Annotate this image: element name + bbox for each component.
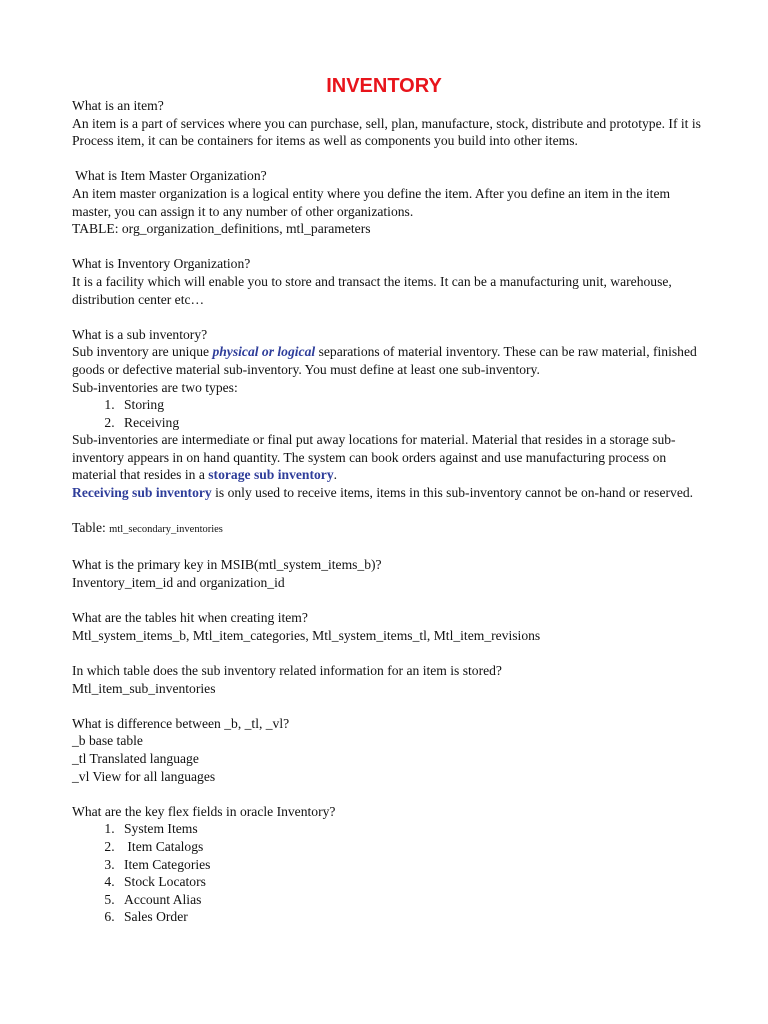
list-item: 6. Sales Order	[118, 908, 706, 926]
suffix-line: _tl Translated language	[72, 750, 199, 766]
highlight-physical-logical: physical or logical	[212, 344, 316, 360]
question-primary-key: What is the primary key in MSIB(mtl_system_items_b)?	[72, 557, 382, 573]
list-item: 1. Storing	[118, 396, 706, 414]
highlight-storage-sub-inventory: storage sub inventory	[208, 467, 334, 483]
question-inventory-org: What is Inventory Organization?	[72, 256, 251, 272]
sub-inventory-table	[72, 519, 706, 539]
sub-inventory-locations	[72, 431, 706, 484]
table-label: Table:	[72, 520, 110, 536]
receiving-sub-inventory-post: is only used to receive items, items in this sub-inventory cannot be on-hand or reserved.	[211, 485, 694, 501]
sub-inventory-types-intro: Sub-inventories are two types:	[72, 379, 238, 395]
suffix-line: _vl View for all languages	[72, 768, 216, 784]
answer-sub-inventory-pre: Sub inventory are unique	[72, 344, 213, 360]
answer-sub-inventory	[72, 343, 706, 378]
list-item: 3. Item Categories	[118, 856, 706, 874]
answer-tables-hit: Mtl_system_items_b, Mtl_item_categories, Mtl_system_items_tl, Mtl_item_revisions	[72, 627, 541, 643]
answer-sub-inventory-table: Mtl_item_sub_inventories	[72, 680, 216, 696]
question-item: What is an item?	[72, 98, 164, 113]
answer-item: An item is a part of services where you can purchase, sell, plan, manufacture, stock, distribute and prototype. If it is Process item, it can be containers for items as well as components you build into other items.	[72, 115, 701, 149]
question-key-flex-fields: What are the key flex fields in oracle Inventory?	[72, 803, 336, 819]
answer-sub-inventory-post: separations of material inventory. These can be raw material, finished goods or defective material sub-inventory. You must define at least one sub-inventory.	[72, 344, 697, 377]
list-item: 2. Receiving	[118, 414, 706, 432]
question-sub-inventory: What is a sub inventory?	[72, 326, 208, 342]
list-item: 5. Account Alias	[118, 891, 706, 909]
question-sub-inventory-table: In which table does the sub inventory related information for an item is stored?	[72, 663, 502, 678]
sub-inventory-locations-pre: Sub-inventories are intermediate or final put away locations for material. Material that resides in a storage sub-inventory appears in on hand quantity. The system can book orders against and use manufacturing process on material that resides in a	[72, 432, 676, 483]
question-suffix-difference: What is difference between _b, _tl, _vl?	[72, 715, 290, 731]
sub-inventory-types-list	[72, 396, 706, 431]
table-item-master: TABLE: org_organization_definitions, mtl_parameters	[72, 221, 371, 237]
question-tables-hit: What are the tables hit when creating item?	[72, 610, 308, 626]
list-item: 1. System Items	[118, 820, 706, 838]
question-item-master: What is Item Master Organization?	[72, 168, 267, 184]
receiving-sub-inventory	[72, 484, 706, 502]
key-flex-fields-list	[72, 820, 706, 926]
highlight-receiving-sub-inventory: Receiving sub inventory	[72, 485, 212, 501]
table-name: mtl_secondary_inventories	[109, 524, 223, 536]
answer-item-master: An item master organization is a logical entity where you define the item. After you define an item in the item master, you can assign it to any number of other organizations.	[72, 185, 671, 219]
document-title: INVENTORY	[326, 75, 442, 97]
answer-primary-key: Inventory_item_id and organization_id	[72, 575, 285, 591]
document-body	[72, 97, 706, 926]
sub-inventory-locations-post: .	[333, 467, 338, 483]
list-item: 4. Stock Locators	[118, 873, 706, 891]
answer-inventory-org: It is a facility which will enable you to store and transact the items. It can be a manufacturing unit, warehouse, distribution center etc…	[72, 273, 672, 307]
suffix-line: _b base table	[72, 733, 143, 749]
list-item: 2. Item Catalogs	[118, 838, 706, 856]
